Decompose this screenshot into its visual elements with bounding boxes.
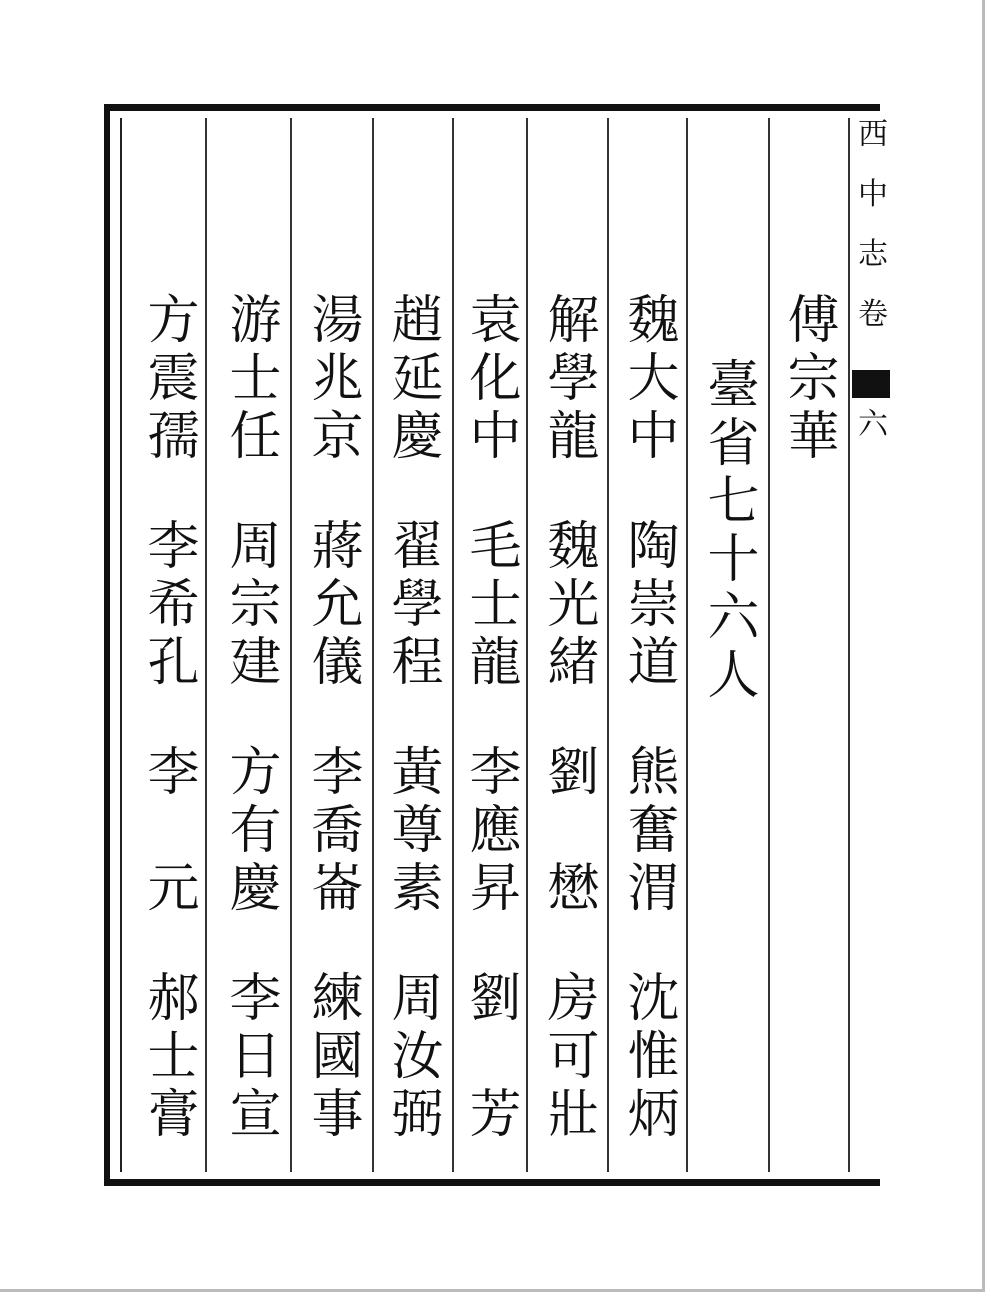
margin-char: 中 [858, 177, 888, 212]
person-name: 沈惟炳 [618, 970, 678, 1144]
person-name: 毛士龍 [460, 518, 520, 692]
person-name: 趙延慶 [382, 292, 442, 466]
person-name: 游士任 [220, 292, 280, 466]
person-name: 劉 懋 [538, 744, 598, 918]
margin-char: 西 [858, 117, 888, 152]
text-column [136, 160, 264, 1144]
person-name: 袁化中 [460, 292, 520, 466]
person-name: 黃尊素 [382, 744, 442, 918]
person-name: 郝士膏 [138, 970, 198, 1144]
person-name: 李 元 [138, 744, 198, 918]
person-name: 周宗建 [220, 518, 280, 692]
person-name: 周汝弼 [382, 970, 442, 1144]
person-name: 熊奮渭 [618, 744, 678, 918]
person-name: 練國事 [302, 970, 362, 1144]
person-name: 翟學程 [382, 518, 442, 692]
person-name: 李希孔 [138, 518, 198, 692]
person-name: 劉 芳 [460, 970, 520, 1144]
person-name: 房可壯 [538, 970, 598, 1144]
person-name: 魏光緒 [538, 518, 598, 692]
person-name: 蔣允儀 [302, 518, 362, 692]
person-name: 方有慶 [220, 744, 280, 918]
person-name: 湯兆京 [302, 292, 362, 466]
margin-char: 志 [858, 237, 888, 272]
person-name: 方震孺 [138, 292, 198, 466]
person-name: 解學龍 [538, 292, 598, 466]
heading-text: 臺省七十六人 [698, 357, 758, 705]
person-name: 陶崇道 [618, 518, 678, 692]
person-name: 傅宗華 [778, 292, 838, 466]
person-name: 魏大中 [618, 292, 678, 466]
margin-char: 六 [858, 407, 888, 442]
inner-left-rule [120, 118, 122, 1172]
margin-char: 卷 [858, 297, 888, 332]
person-name: 李喬崙 [302, 744, 362, 918]
person-name: 李日宣 [220, 970, 280, 1144]
person-name: 李應昇 [460, 744, 520, 918]
